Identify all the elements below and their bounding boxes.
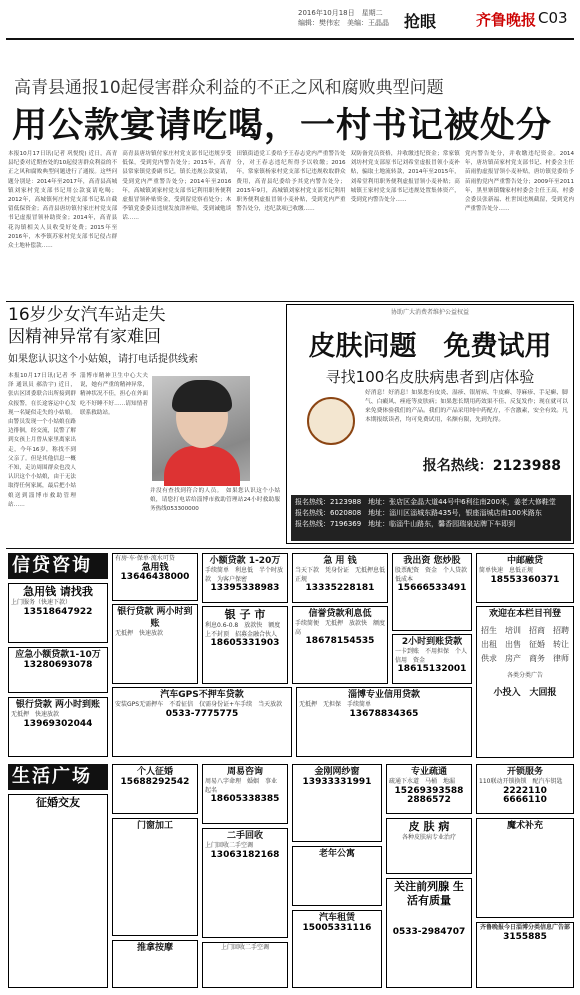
ad-title: 金刚网纱窗 <box>314 767 360 777</box>
section-divider <box>6 301 574 302</box>
ad-title: 应急小额贷款1-10万 <box>15 650 101 660</box>
ad-phone: 13395338983 <box>210 583 280 593</box>
sidebar-title: 欢迎在本栏目刊登 <box>488 609 561 619</box>
ad-text: 利息0.6-0.8 放款快 额度上不封顶 招募金融合伙人 <box>205 622 281 638</box>
ad-phone: 13969302044 <box>23 718 93 729</box>
ad-title: 老年公寓 <box>318 849 355 859</box>
missing-girl-photo <box>152 376 250 481</box>
ad-text: 上门回收二手空调 <box>205 842 254 849</box>
ad-title: 中邮融贷 <box>506 556 543 566</box>
classified-ad <box>292 606 388 684</box>
ad-phone: 13280693078 <box>23 660 93 670</box>
ad-phone: 13335228181 <box>305 583 375 593</box>
ad-title: 开锁服务 <box>506 767 543 777</box>
classified-divider <box>6 548 574 549</box>
classified-ad <box>202 764 288 824</box>
sidebar-item: 供求 <box>481 654 497 663</box>
article-column: 党内警告处分，并收缴违纪资金。2014年，唐坊镇苗家村党支部书记、村委会主任苗雨豹虚报冒领小麦补贴，唐坊镇党委给予苗雨豹党内严重警告处分；2009年至2011年，黑里寨镇魏家村村委会主任王高，村委会委员张新福、杜世国违规截留，受到党内严重警告处分…… <box>464 151 575 213</box>
classified-ad <box>292 764 382 842</box>
ad-text: 一卡到账 不用担保 个人信用 资金 <box>395 648 468 664</box>
ad-phone: 15005331116 <box>302 923 372 933</box>
ad-text: 手续简单 利息低 半个时放款 为客户保密 <box>205 567 284 583</box>
sidebar-item: 律师 <box>553 654 569 663</box>
skin-ad <box>286 304 574 544</box>
ad-phone: 13063182168 <box>210 849 280 860</box>
ad-text: 疏通下水道 马桶 地漏 <box>389 778 456 785</box>
hotline-number: 2123988 <box>492 458 561 474</box>
sidebar-item: 征婚 <box>529 640 545 649</box>
ad-title: 周易咨询 <box>226 767 263 777</box>
ad-phone: 15666533491 <box>397 583 467 593</box>
header-meta <box>298 8 389 28</box>
classified-ad <box>202 942 288 988</box>
story-column: 淄博市精神卫生中心大夫说，她有严重的精神异常，精神状况不佳，担心在外面吃不好睡不好……请知情者联系救助站。 <box>80 373 148 416</box>
sidebar-item: 出租 <box>481 640 497 649</box>
classified-ad <box>392 553 472 631</box>
story-tail <box>8 487 280 543</box>
ad-title: 汽车GPS不押车贷款 <box>160 690 244 700</box>
ad-title: 魔术补充 <box>506 821 543 831</box>
sidebar-item: 出售 <box>505 640 521 649</box>
ad-subtitle: 寻找100名皮肤病患者到店体验 <box>325 368 535 386</box>
classified-ad <box>386 878 472 988</box>
ad-title: 2小时到账贷款 <box>401 637 463 647</box>
ad-body: 好消息！好消息！如果您有皮炎、湿疹、银屑病、牛皮癣、荨麻疹、手足癣、脚气、白癜风、痤疮等皮肤病；如果您长期用药效果不佳、反复发作；现在就可以来免费体验我们的产品。我们的产品采用纯中药配方，不含激素，安全有效。凡本期报纸读者，均可免费试用，名额有限，先到先得。 <box>365 390 568 423</box>
ad-phone: 18615132001 <box>397 664 467 674</box>
ad-text: 上门服务（快速下款） <box>11 599 72 606</box>
classified-ad <box>112 818 198 936</box>
classified-ad <box>476 922 574 988</box>
ad-phone: 2222110 6666110 <box>503 785 556 805</box>
ad-phone: 18553360371 <box>490 574 560 585</box>
classified-ad <box>112 940 198 988</box>
ad-phone: 13933331991 <box>302 777 372 787</box>
ad-title: 专业疏通 <box>410 767 447 777</box>
sidebar-item: 招聘 <box>553 626 569 635</box>
ad-text: 简单快速 息低正规 <box>479 567 534 574</box>
ad-phone: 急用钱13646438000 <box>120 562 190 582</box>
sidebar-slogan: 小投入 大回报 <box>493 687 557 698</box>
sidebar-promo <box>476 606 574 758</box>
ad-text: 股票配资 资金 个人贷款 低成本 <box>395 567 474 583</box>
ad-location: 报名热线：6020808 地址：淄川区淄城东路435号，银座淄城店南100米路东 <box>295 509 542 517</box>
sidebar-note: 各类分类广告 <box>506 672 543 679</box>
classified-ad <box>476 818 574 918</box>
ad-title: 皮肤问题 免费试用 <box>308 331 552 362</box>
photo-hair <box>172 380 232 412</box>
ad-text: 110联动开锁换锁 配汽车钥匙 <box>479 778 563 785</box>
ad-title: 急 用 钱 <box>323 556 357 566</box>
ad-title: 皮 肤 病 <box>408 820 450 833</box>
article-headline: 用公款宴请吃喝，一村书记被处分 <box>12 106 553 146</box>
ad-text: 手续简便 无抵押 放款快 额度高 <box>295 620 386 636</box>
credit-section-bar: 信贷咨询 <box>8 553 108 579</box>
ad-location: 报名热线：7196369 地址：临淄牛山路东，馨香园瑞泉站牌下车即到 <box>295 520 516 528</box>
classified-ad <box>386 764 472 814</box>
life-section-bar: 生活广场 <box>8 764 108 790</box>
ad-text: 周易八字命理 婚姻 事业 起名 <box>205 778 284 794</box>
story-title-line2: 因精神异常有家难回 <box>8 327 161 347</box>
ad-title: 淄博专业信用贷款 <box>347 690 420 700</box>
ad-title: 二手回收 <box>226 831 263 841</box>
sidebar-item: 招商 <box>529 626 545 635</box>
story-column: 本报10月17日讯(记者 李泽 通讯员 郝浩宇) 近日，张店区团委联合出所接到群众报警，在长途客运中心发现一名疑似走失的小姑娘。由警员发现一个小姑娘在路边徘徊，经交流，民警了解到女孩上月曾从家里离家出走，今年16岁，称找不到父亲了。但是其他信息一概不知，走访周围群众也没人认识这个小姑娘，由于无法取得任何家属，最后把小姑娘送到淄博市救助管理站…… <box>8 373 76 508</box>
sidebar-item: 商务 <box>529 654 545 663</box>
ad-title: 信誉贷款利息低 <box>308 609 372 619</box>
story-column: 并没有查找到符合的人员。 如果您认识这个小姑娘，请您打电话给淄博市救助管理站24小时救助服务热线053300000 <box>150 488 280 513</box>
classified-ad <box>476 553 574 603</box>
ad-text: 无抵押 快速放款 <box>11 711 60 718</box>
ad-title: 征婚交友 <box>36 796 80 809</box>
article-column: 高青县唐坊镇付家庄村党支部书记违规享受低保，受到党内警告处分；2015年，高青县常家镇党委副书记，镇长违规公款宴请，受到党内严重警告处分；2014年至2016年，高城镇刘家村党支部书记利用职务便利虚报冒领补贴资金，受到留党察看处分；木李镇党委委员违规发放津补贴，受到诫勉谈话…… <box>122 151 232 222</box>
classified-ad <box>112 764 198 814</box>
story-deck: 如果您认识这个小姑娘，请打电话提供线索 <box>8 354 198 365</box>
classified-ad <box>202 828 288 938</box>
header-rule <box>6 38 574 40</box>
classified-ad <box>292 910 382 988</box>
ad-title: 有房·车·保单·流水可贷 <box>115 555 175 562</box>
article-subtitle: 高青县通报10起侵害群众利益的不正之风和腐败典型问题 <box>14 78 444 98</box>
ad-title: 银 子 市 <box>224 608 266 621</box>
classified-ad <box>112 604 198 684</box>
page-header <box>0 0 580 40</box>
ad-text: 无抵押 无担保 手续简单 <box>299 701 372 708</box>
ad-title: 门窗加工 <box>136 821 173 831</box>
ad-phone: 13518647922 <box>23 606 93 617</box>
ad-phone: 15269393588 2886572 <box>394 785 464 805</box>
classified-ad <box>8 583 108 643</box>
newspaper-logo: 齐鲁晚报 <box>476 11 537 29</box>
ad-phone: 0533-7775775 <box>165 708 239 719</box>
sidebar-item: 招生 <box>481 626 497 635</box>
ad-hotline <box>423 455 561 475</box>
editors-line: 编辑：樊伟宏 美编：王晶晶 <box>298 19 389 27</box>
ad-text: 当天下款 凭身份证 无抵押息低正规 <box>295 567 386 583</box>
classified-ad <box>8 647 108 693</box>
ad-title: 银行贷款 两小时到账 <box>15 700 101 710</box>
ad-title: 关注前列腺 生活有质量 <box>394 880 464 907</box>
ad-title: 小额贷款 1-20万 <box>209 556 281 566</box>
classified-ad <box>202 606 288 684</box>
classified-ad <box>476 764 574 814</box>
article-column: 本报10月17日讯(记者 巩悦悦) 近日，高青县纪委对近期查处的10起侵害群众利益的不正之风和腐败典型问题进行了通报。这些问题分别是：2014年至2017年，高青县高城镇刘家村党支部书记用公款宴请吃喝；2012年，高城镇何庄村党支部书记私自截留低保资金；高青县唐坊镇付家庄村党支部书记虚报冒领补助资金；2014年，高青县花沟镇相关人员收受好处费；2015年至2016年，木李镇苏家村党支部书记侵占群众土地补偿款…… <box>8 151 118 250</box>
ad-location: 报名热线：2123988 地址：张店区金晶大道44号中6利往南200米，姜老大修鞋堂 <box>295 498 556 506</box>
ad-phone: 15688292542 <box>120 777 190 787</box>
ad-text: 各种皮肤病专业治疗 <box>401 834 456 841</box>
ad-title: 我出资 您炒股 <box>403 556 461 566</box>
ad-phone: 3155885 <box>503 931 547 942</box>
ad-text: 上门回收二手空调 <box>220 944 269 951</box>
ad-text: 安装GPS无需押车 不看征信 仅需身份证+车手续 当天放款 <box>115 701 283 708</box>
sidebar-item: 培训 <box>505 626 521 635</box>
ad-title: 汽车租赁 <box>318 913 355 923</box>
classified-ad <box>296 687 472 757</box>
sidebar-item: 房产 <box>505 654 521 663</box>
ad-locations <box>291 495 571 541</box>
classified-ad <box>112 553 198 601</box>
ad-phone: 18678154535 <box>305 636 375 646</box>
ad-title: 急用钱 请找我 <box>23 585 93 598</box>
hotline-label: 报名热线： <box>422 458 493 474</box>
classified-ad <box>392 634 472 684</box>
sidebar-item: 转让 <box>553 640 569 649</box>
classified-ad <box>292 846 382 906</box>
ad-phone: 18605331903 <box>210 638 280 648</box>
ad-title: 银行贷款 两小时到账 <box>117 607 193 629</box>
classified-ad <box>292 553 388 603</box>
ad-title: 个人征婚 <box>136 767 173 777</box>
page-number: C03 <box>538 9 568 27</box>
ad-text: 无抵押 快速放款 <box>115 630 164 637</box>
ad-top-line: 协助广大消费者维护公益权益 <box>390 309 469 316</box>
issue-date: 2016年10月18日 星期二 <box>298 9 383 17</box>
section-title: 抢眼 <box>404 12 437 31</box>
article-column: 双防备党员资格，并收缴违纪资金；常家镇刘坊村党支部原书记刘希堂虚报冒领小麦补贴，骗取土地流转款，2014年至2015年，刘希堂利用职务便利虚报冒领小麦补贴；高城镇王家村党支部书记违规处置集体资产，受到党内警告处分…… <box>350 151 460 204</box>
ad-phone: 0533-2984707 <box>392 927 466 937</box>
classified-ad <box>8 794 108 988</box>
photo-shoulders <box>164 446 240 486</box>
classified-ad <box>202 553 288 603</box>
classified-ad <box>112 687 292 757</box>
ad-phone: 13678834365 <box>349 708 419 719</box>
classified-ad <box>386 818 472 874</box>
story-title: 16岁少女汽车站走失 <box>8 305 166 325</box>
classified-ad <box>8 697 108 757</box>
ad-phone: 18605338385 <box>210 794 280 804</box>
story-heading <box>8 304 280 365</box>
ad-title: 推拿按摩 <box>136 943 173 953</box>
article-body <box>8 150 574 300</box>
ad-title: 齐鲁晚报今日淄博分类信息广告部 <box>479 924 570 931</box>
sidebar-items <box>479 624 571 666</box>
article-column: 田镇街道党工委给予王春志党内严重警告处分，对王春志违纪所得予以收缴；2016年，常家镇杨家村党支部书记违规收取群众费用，高青县纪委给予其党内警告处分；2015年9月，高城镇刘家村党支部书记利用职务便利虚报冒领小麦补贴，受到党内严重警告处分，违纪款项已收缴…… <box>236 151 346 213</box>
